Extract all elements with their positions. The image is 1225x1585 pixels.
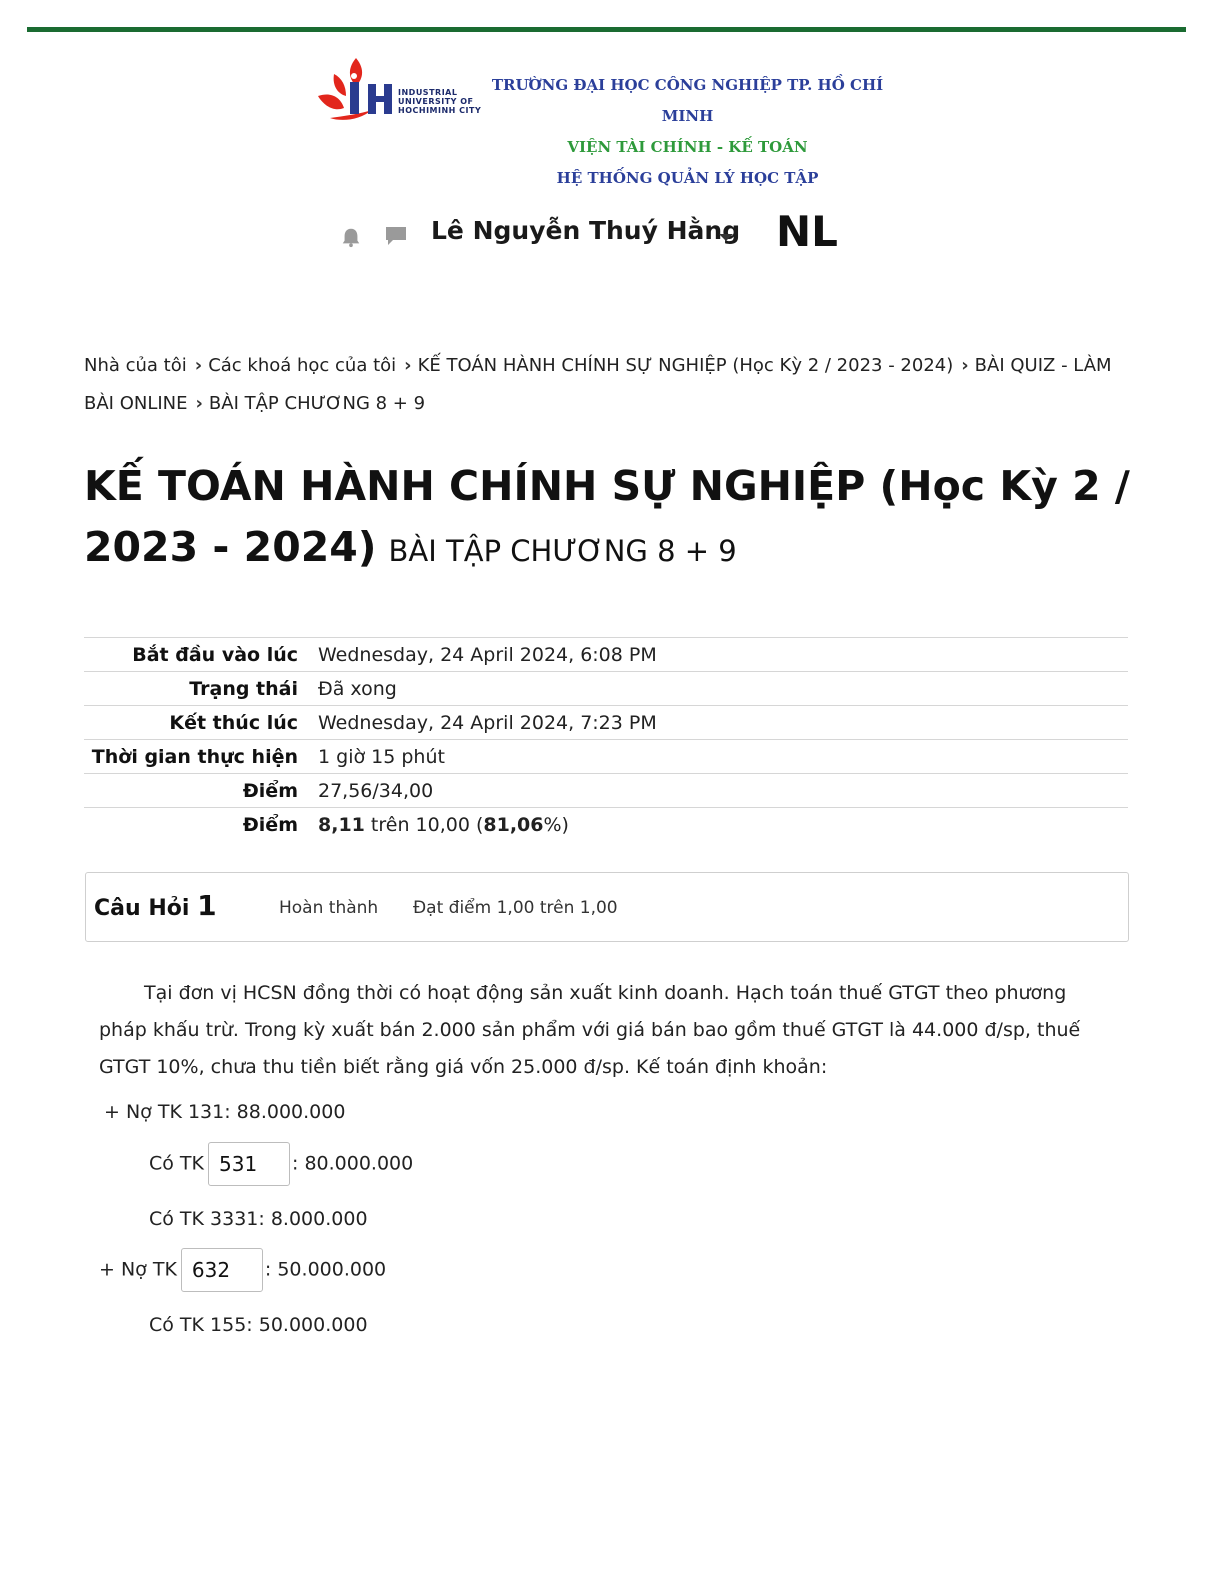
summary-value: Đã xong: [316, 672, 1128, 706]
quiz-title: BÀI TẬP CHƯƠNG 8 + 9: [388, 534, 737, 568]
answer-input-2[interactable]: 632: [181, 1248, 263, 1292]
table-row: [84, 706, 1128, 740]
grade-value: 8,11 trên 10,00 (81,06%): [316, 808, 1128, 842]
breadcrumb-item-section[interactable]: BÀI QUIZ - LÀM BÀI ONLINE: [84, 355, 1112, 414]
summary-label: Trạng thái: [84, 672, 316, 706]
summary-label: Điểm: [84, 808, 316, 842]
institute-name: VIỆN TÀI CHÍNH - KẾ TOÁN: [567, 138, 808, 156]
top-accent-bar: [27, 27, 1186, 32]
breadcrumb-item-course[interactable]: KẾ TOÁN HÀNH CHÍNH SỰ NGHIỆP (Học Kỳ 2 / 2023 - 2024): [417, 355, 954, 376]
bell-icon[interactable]: [340, 226, 362, 248]
summary-label: Bắt đầu vào lúc: [84, 638, 316, 672]
question-state: Hoàn thành: [279, 898, 379, 918]
answer-line-3: Có TK 3331: 8.000.000: [149, 1208, 368, 1230]
chevron-right-icon: ›: [961, 355, 969, 376]
summary-label: Thời gian thực hiện: [84, 740, 316, 774]
system-name: HỆ THỐNG QUẢN LÝ HỌC TẬP: [556, 169, 819, 187]
university-name: TRƯỜNG ĐẠI HỌC CÔNG NGHIỆP TP. HỒ CHÍ MINH: [491, 76, 884, 125]
table-row: [84, 740, 1128, 774]
summary-value: 1 giờ 15 phút: [316, 740, 1128, 774]
caret-down-icon[interactable]: [719, 234, 733, 241]
answer-line-4: + Nợ TK 632 : 50.000.000: [99, 1248, 386, 1292]
summary-value: Wednesday, 24 April 2024, 6:08 PM: [316, 638, 1128, 672]
grade-score: 8,11: [318, 813, 365, 836]
breadcrumb-item-courses[interactable]: Các khoá học của tôi: [208, 355, 397, 376]
question-info-box: [85, 872, 1129, 942]
answer-line-2: Có TK 531 : 80.000.000: [149, 1142, 413, 1186]
course-title: KẾ TOÁN HÀNH CHÍNH SỰ NGHIỆP (Học Kỳ 2 / 2023 - 2024): [84, 462, 1130, 571]
chevron-right-icon: ›: [404, 355, 412, 376]
grade-percent: 81,06: [483, 813, 544, 836]
user-navigation: [340, 207, 860, 262]
summary-value: Wednesday, 24 April 2024, 7:23 PM: [316, 706, 1128, 740]
site-header: [470, 70, 905, 194]
answer-input-1[interactable]: 531: [208, 1142, 290, 1186]
answer-line-5: Có TK 155: 50.000.000: [149, 1314, 368, 1336]
logo-caption: INDUSTRIAL UNIVERSITY OF HOCHIMINH CITY: [398, 88, 482, 115]
attempt-summary-table: [84, 637, 1128, 841]
table-row: [84, 672, 1128, 706]
chat-icon[interactable]: [384, 224, 408, 248]
answer-line-1: + Nợ TK 131: 88.000.000: [104, 1101, 346, 1123]
question-mark: Đạt điểm 1,00 trên 1,00: [413, 898, 618, 918]
breadcrumb: [84, 347, 1134, 423]
question-text: Tại đơn vị HCSN đồng thời có hoạt động sản xuất kinh doanh. Hạch toán thuế GTGT theo phương pháp khấu trừ. Trong kỳ xuất bán 2.000 sản phẩm với giá bán bao gồm thuế GTGT là 44.000 đ/sp, thuế GTGT 10%, chưa thu tiền biết rằng giá vốn 25.000 đ/sp. Kế toán định khoản:: [99, 982, 1081, 1078]
user-menu-name[interactable]: Lê Nguyễn Thuý Hằng: [431, 216, 741, 245]
breadcrumb-item-quiz[interactable]: BÀI TẬP CHƯƠNG 8 + 9: [208, 393, 426, 414]
table-row: [84, 638, 1128, 672]
page-title: [84, 456, 1144, 582]
chevron-right-icon: ›: [195, 393, 203, 414]
breadcrumb-item-home[interactable]: Nhà của tôi: [84, 355, 187, 376]
summary-label: Kết thúc lúc: [84, 706, 316, 740]
table-row: [84, 774, 1128, 808]
table-row: [84, 808, 1128, 842]
summary-label: Điểm: [84, 774, 316, 808]
summary-value: 27,56/34,00: [316, 774, 1128, 808]
chevron-right-icon: ›: [194, 355, 203, 376]
avatar[interactable]: NL: [776, 207, 838, 256]
question-number: Câu Hỏi 1: [94, 889, 217, 922]
